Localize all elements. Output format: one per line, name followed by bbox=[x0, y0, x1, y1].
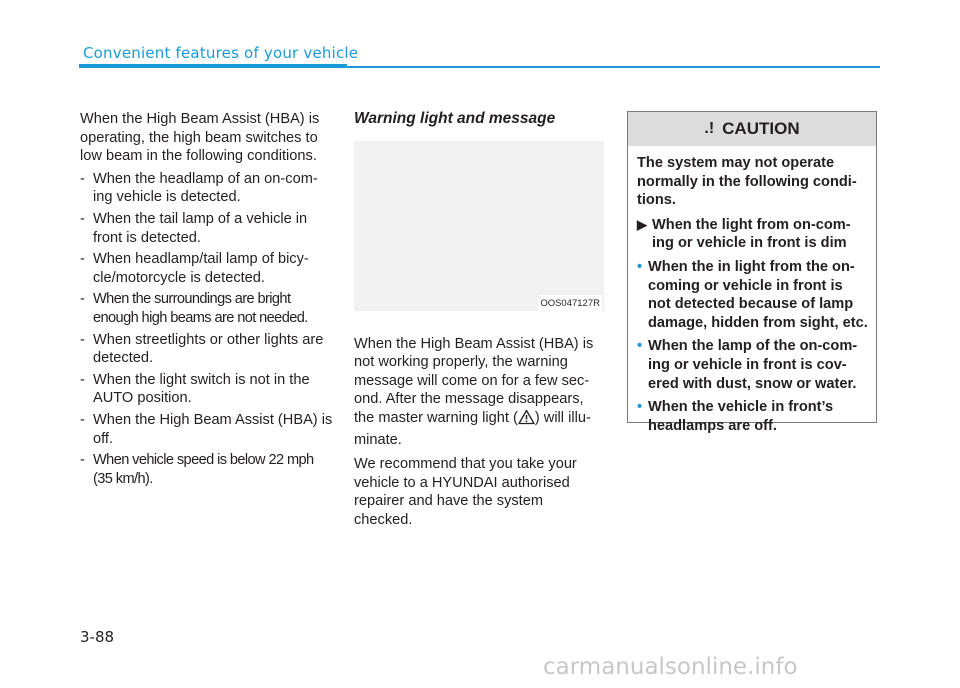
caution-header bbox=[628, 112, 876, 146]
caution-body bbox=[628, 146, 876, 435]
dot-bullet-icon: • bbox=[637, 399, 643, 416]
warning-triangle-icon bbox=[518, 409, 535, 431]
condition-item: - When vehicle speed is below 22 mph (35 km/h). bbox=[80, 451, 334, 488]
arrow-bullet-icon: ▶ bbox=[637, 216, 647, 232]
condition-item: - When streetlights or other lights are detected. bbox=[80, 331, 334, 368]
caution-exclamation-icon: .! bbox=[704, 120, 715, 137]
dot-bullet-icon: • bbox=[637, 338, 643, 355]
middle-column bbox=[354, 110, 604, 530]
condition-item: - When the light switch is not in the AUTO position. bbox=[80, 371, 334, 408]
image-code: OOS047127R bbox=[538, 295, 602, 314]
caution-intro: The system may not operate normally in the following condi-tions. bbox=[637, 155, 857, 209]
dot-bullet-icon: • bbox=[637, 258, 643, 275]
recommendation-paragraph: We recommend that you take your vehicle to a HYUNDAI authorised repairer and have the system checked. bbox=[354, 456, 577, 528]
warning-text-start: When the High Beam Assist (HBA) is not working properly, the warning message will come on for a few sec-ond. After the message disappears, the master warning light ( bbox=[354, 335, 594, 426]
caution-item bbox=[637, 258, 868, 332]
header-rule-line bbox=[347, 66, 880, 68]
caution-item-text: When the vehicle in front’s headlamps are off. bbox=[648, 399, 834, 434]
hba-conditions-list bbox=[80, 170, 334, 489]
left-column bbox=[80, 110, 334, 491]
condition-item: - When the High Beam Assist (HBA) is off. bbox=[80, 411, 334, 448]
caution-box bbox=[627, 111, 877, 434]
caution-item bbox=[637, 398, 868, 435]
caution-item bbox=[637, 337, 868, 393]
warning-paragraph bbox=[354, 335, 604, 450]
caution-item bbox=[637, 216, 868, 253]
condition-item: - When the tail lamp of a vehicle in front is detected. bbox=[80, 210, 334, 247]
caution-item-text: When the light from on-com-ing or vehicle in front is dim bbox=[652, 216, 851, 252]
condition-item: - When the surroundings are bright enough high beams are not needed. bbox=[80, 290, 334, 327]
caution-item-text: When the in light from the on-coming or vehicle in front is not detected because of lamp damage, hidden from sight, etc. bbox=[648, 258, 868, 331]
condition-item: - When the headlamp of an on-com-ing vehicle is detected. bbox=[80, 170, 334, 207]
warning-message-image bbox=[354, 141, 604, 311]
warning-text-end: ) will illu-minate. bbox=[354, 409, 591, 448]
condition-item: - When headlamp/tail lamp of bicy-cle/motorcycle is detected. bbox=[80, 250, 334, 287]
section-title: Convenient features of your vehicle bbox=[83, 44, 359, 62]
header-rule-accent bbox=[79, 64, 347, 68]
watermark: carmanualsonline.info bbox=[543, 654, 798, 680]
caution-title: CAUTION bbox=[722, 119, 800, 138]
page-number: 3-88 bbox=[80, 628, 115, 646]
hba-intro: When the High Beam Assist (HBA) is operating, the high beam switches to low beam in the following conditions. bbox=[80, 111, 320, 165]
warning-heading: Warning light and message bbox=[354, 110, 556, 127]
caution-item-text: When the lamp of the on-com-ing or vehicle in front is cov-ered with dust, snow or water. bbox=[648, 338, 858, 392]
